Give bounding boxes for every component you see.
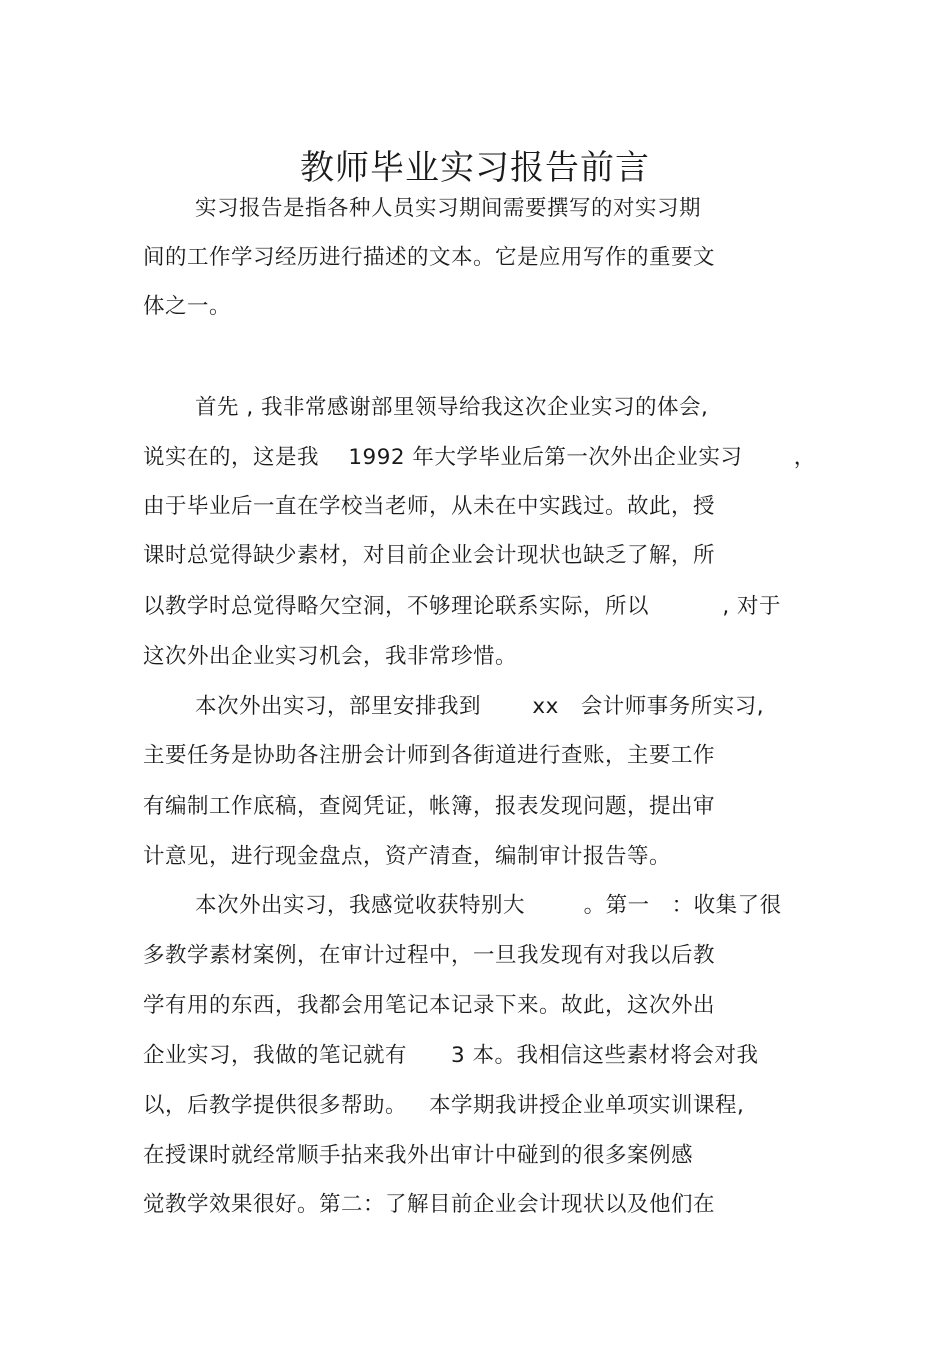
text-line: 在授课时就经常顺手拈来我外出审计中碰到的很多案例感 (143, 1143, 694, 1168)
text-line: 首先 , 我非常感谢部里领导给我这次企业实习的体会, (195, 395, 709, 420)
text-line: 间的工作学习经历进行描述的文本。它是应用写作的重要文 (143, 245, 716, 270)
text-line: 以，后教学提供很多帮助。 本学期我讲授企业单项实训课程, (143, 1093, 745, 1118)
text-line: 企业实习，我做的笔记就有 3 本。我相信这些素材将会对我 (143, 1043, 759, 1068)
text-line: 体之一。 (143, 294, 232, 319)
document-title: 教师毕业实习报告前言 (300, 147, 650, 188)
text-line: 实习报告是指各种人员实习期间需要撰写的对实习期 (195, 196, 702, 221)
text-line: 主要任务是协助各注册会计师到各街道进行查账，主要工作 (143, 743, 716, 768)
text-line: 课时总觉得缺少素材，对目前企业会计现状也缺乏了解，所 (143, 543, 716, 568)
text-line: 由于毕业后一直在学校当老师，从未在中实践过。故此，授 (143, 494, 716, 519)
text-line: 本次外出实习，部里安排我到 xx 会计师事务所实习, (195, 694, 765, 719)
text-line: 觉教学效果很好。第二：了解目前企业会计现状以及他们在 (143, 1192, 716, 1217)
text-line: 计意见，进行现金盘点，资产清查，编制审计报告等。 (143, 844, 672, 869)
text-line: 有编制工作底稿，查阅凭证，帐簿，报表发现问题，提出审 (143, 794, 716, 819)
text-line: 这次外出企业实习机会，我非常珍惜。 (143, 644, 518, 669)
text-line: 本次外出实习，我感觉收获特别大 。第一 ：收集了很 (195, 893, 782, 918)
text-line: 以教学时总觉得略欠空洞，不够理论联系实际，所以 , 对于 (143, 594, 782, 619)
text-line: 学有用的东西，我都会用笔记本记录下来。故此，这次外出 (143, 993, 716, 1018)
text-line: 说实在的，这是我 1992 年大学毕业后第一次外出企业实习 ， (143, 445, 816, 470)
text-line: 多教学素材案例，在审计过程中，一旦我发现有对我以后教 (143, 943, 716, 968)
